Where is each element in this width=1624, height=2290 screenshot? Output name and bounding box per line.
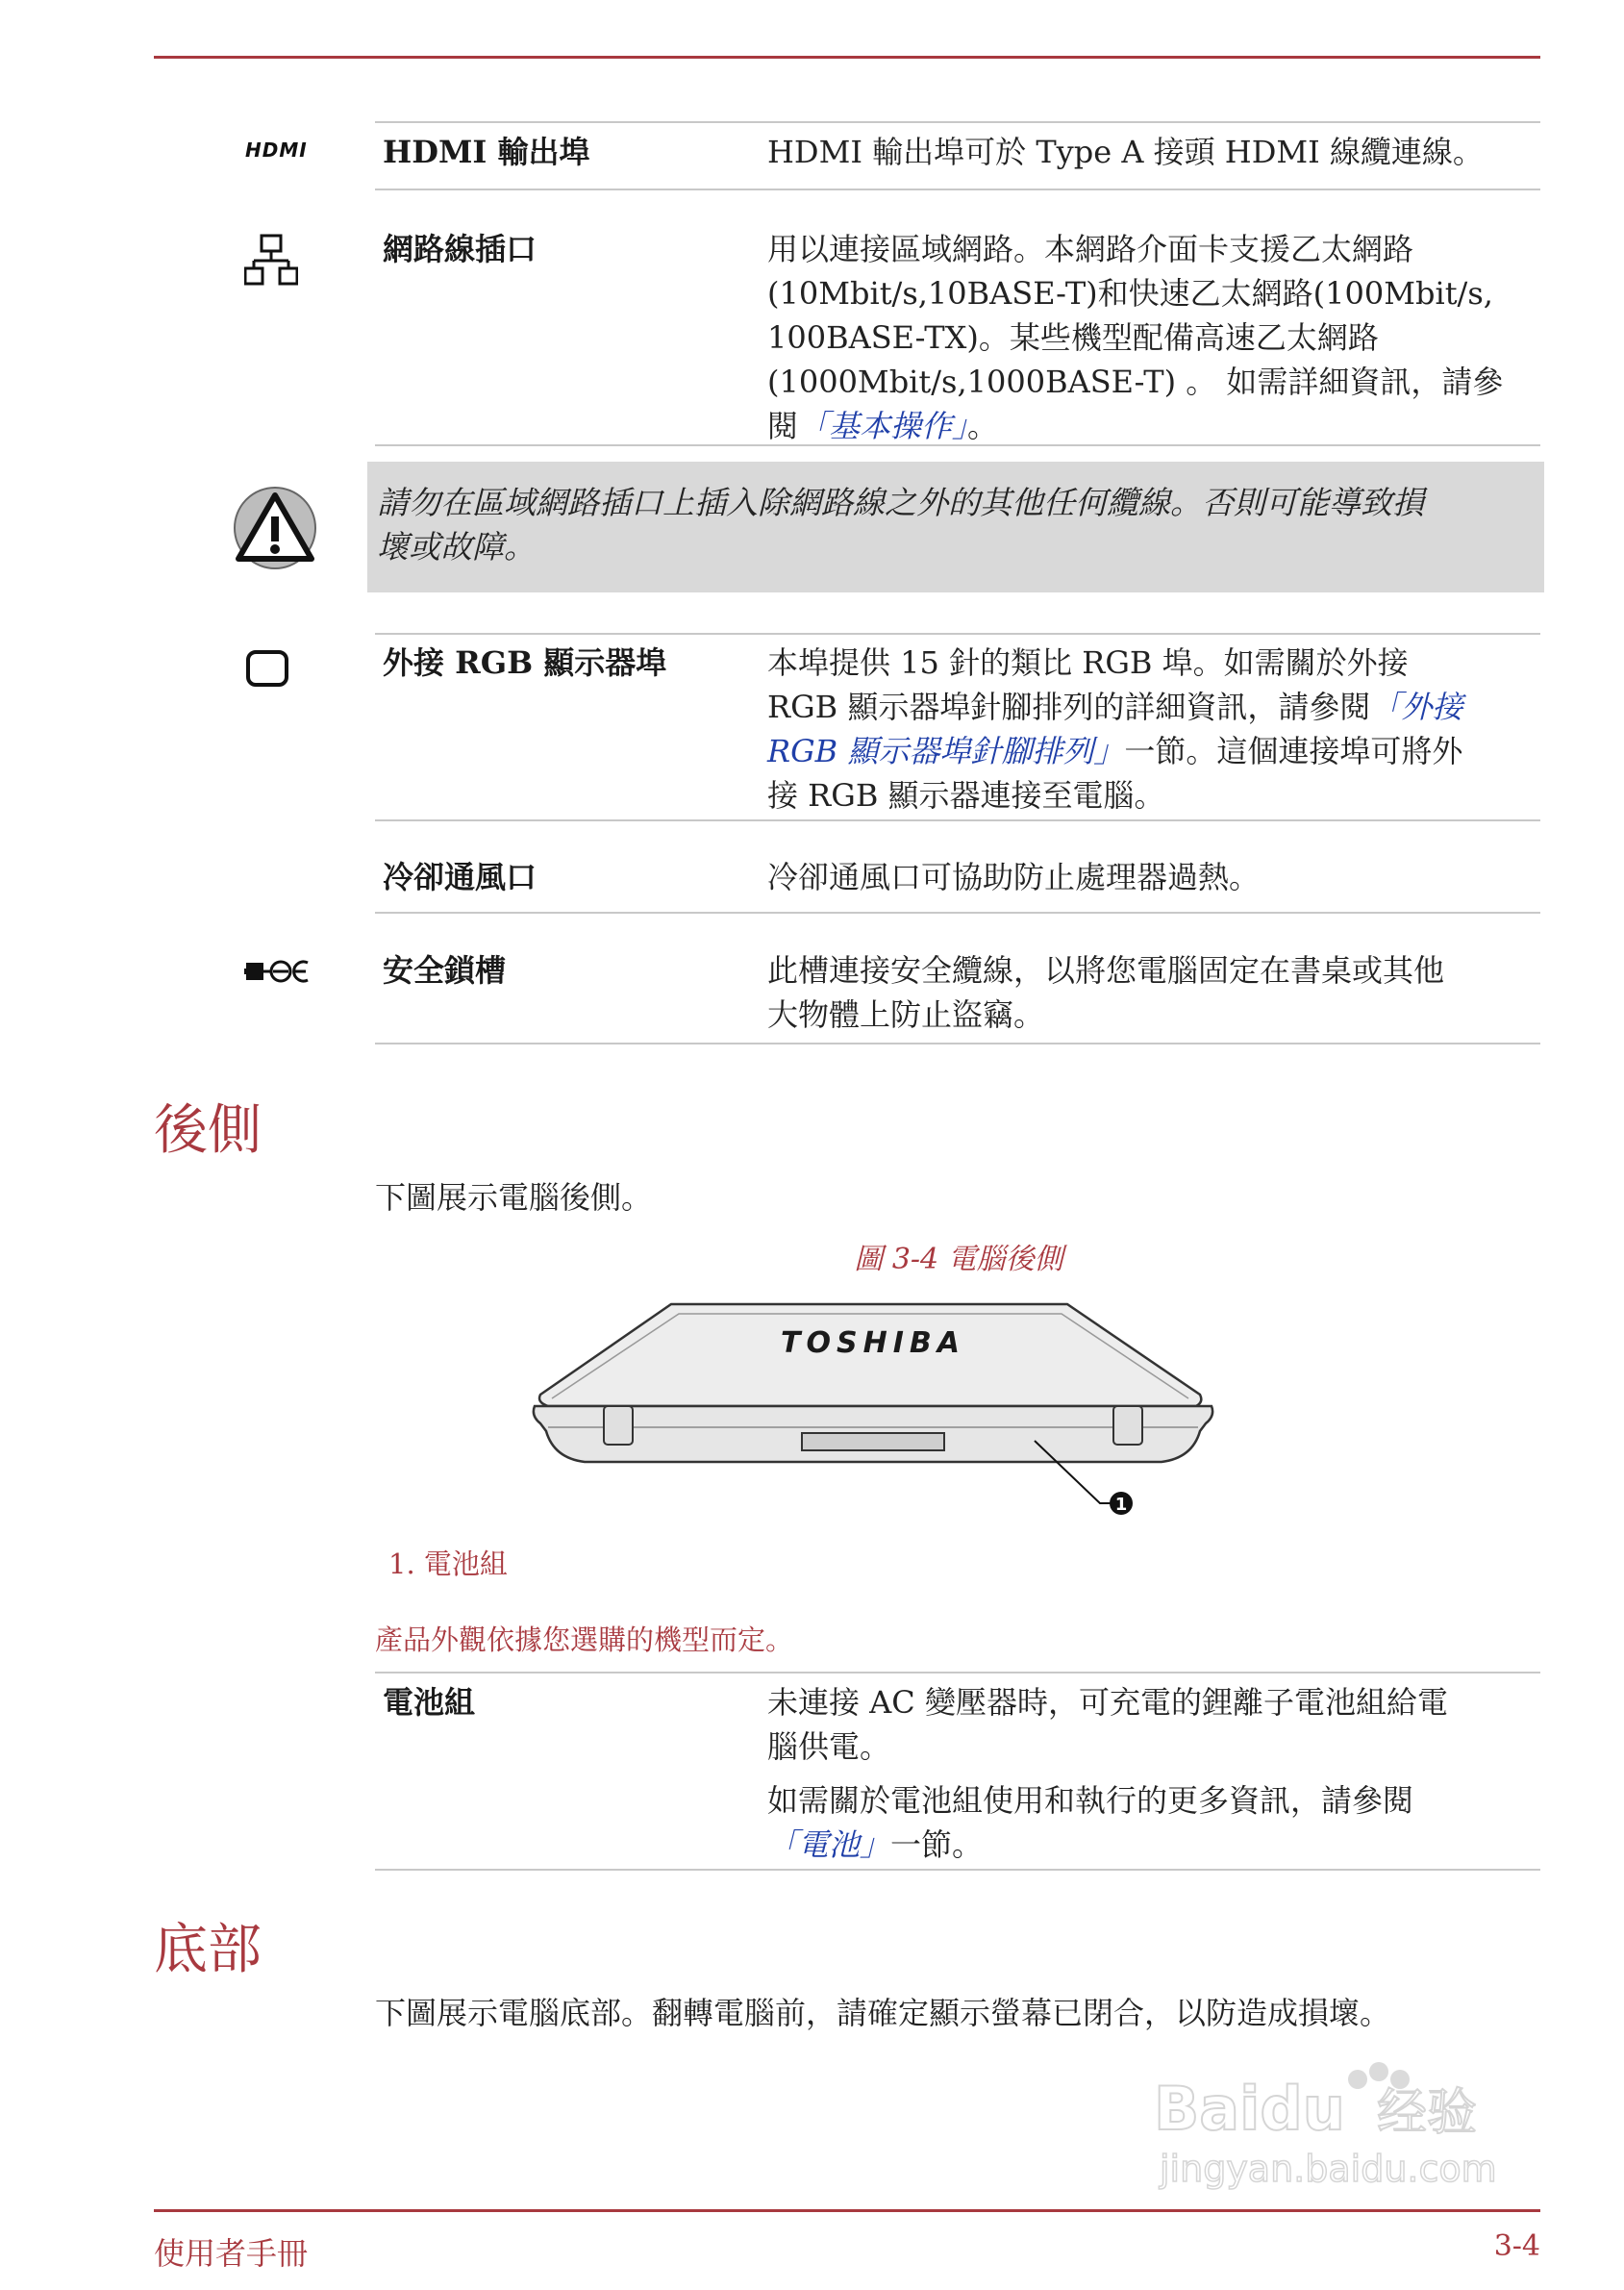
baidu-watermark [1154,2058,1538,2202]
row-desc-hdmi: HDMI 輸出埠可於 Type A 接頭 HDMI 線纜連線。 [767,134,1484,170]
svg-text:经验: 经验 [1377,2084,1478,2142]
rgb-monitor-icon [245,649,289,688]
row-term-cooling: 冷卻通風口 [383,859,537,895]
warning-icon [231,486,319,570]
footer-title: 使用者手冊 [154,2235,309,2272]
back-intro: 下圖展示電腦後側。 [375,1179,653,1216]
table-rule [375,121,1540,123]
link-battery[interactable]: 「電池」 [767,1826,891,1863]
svg-text:Baidu: Baidu [1154,2074,1345,2144]
callout-number: 1 [1114,1495,1128,1515]
header-rule [154,56,1540,59]
table-rule [375,1869,1540,1871]
footer-rule [154,2209,1540,2212]
row-term-hdmi: HDMI 輸出埠 [383,134,590,170]
security-lock-icon [244,957,321,986]
appearance-note: 產品外觀依據您選購的機型而定。 [375,1623,794,1656]
callout-label: 1. 電池組 [388,1548,508,1580]
table-rule [375,444,1540,446]
row-term-rgb: 外接 RGB 顯示器埠 [383,644,667,681]
table-rule [375,633,1540,635]
svg-text:jingyan.baidu.com: jingyan.baidu.com [1160,2148,1497,2190]
table-rule [375,1043,1540,1044]
svg-text:HDMI: HDMI [245,139,308,161]
row-desc-network: 用以連接區域網路。本網路介面卡支援乙太網路 (10Mbit/s,10BASE-T)和快速乙太網路(100Mbit/s, 100BASE-TX)。某些機型配備高速乙太網路 (1000Mbit/s,1000BASE-T) 。 如需詳細資訊，請參 閱「基本操作」。 [767,231,1504,444]
section-heading-back: 後側 [154,1099,262,1162]
row-term-network: 網路線插口 [383,231,537,267]
link-basic-operations[interactable]: 「基本操作」 [798,408,968,444]
table-rule [375,819,1540,821]
table-rule [375,1672,1540,1673]
row-desc-rgb: 本埠提供 15 針的類比 RGB 埠。如需關於外接 RGB 顯示器埠針腳排列的詳細資訊，請參閱「外接 RGB 顯示器埠針腳排列」一節。這個連接埠可將外 接 RGB 顯示器連接至電腦。 [767,644,1463,814]
row-term-battery: 電池組 [383,1684,476,1721]
page-number: 3-4 [1493,2229,1540,2263]
table-rule [375,912,1540,914]
figure-caption: 圖 3-4 電腦後側 [854,1243,1063,1276]
row-desc-lock: 此槽連接安全纜線，以將您電腦固定在書桌或其他 大物體上防止盜竊。 [767,952,1445,1033]
network-icon [244,234,298,289]
table-rule [375,189,1540,190]
laptop-back-figure [527,1296,1219,1527]
link-rgb-pinout-cont[interactable]: RGB 顯示器埠針腳排列」 [767,733,1125,769]
toshiba-logo: TOSHIBA [781,1326,965,1360]
bottom-intro: 下圖展示電腦底部。翻轉電腦前，請確定顯示螢幕已閉合，以防造成損壞。 [375,1995,1391,2031]
row-desc-cooling: 冷卻通風口可協助防止處理器過熱。 [767,859,1261,895]
link-rgb-pinout[interactable]: 「外接 [1370,689,1463,725]
row-term-lock: 安全鎖槽 [383,952,507,989]
section-heading-bottom: 底部 [154,1919,262,1981]
row-desc-battery: 未連接 AC 變壓器時，可充電的鋰離子電池組給電 腦供電。 如需關於電池組使用和執行的更多資訊，請參閱 「電池」一節。 [767,1684,1448,1863]
warning-text: 請勿在區域網路插口上插入除網路線之外的其他任何纜線。否則可能導致損 壞或故障。 [377,484,1424,566]
hdmi-icon [245,139,334,161]
